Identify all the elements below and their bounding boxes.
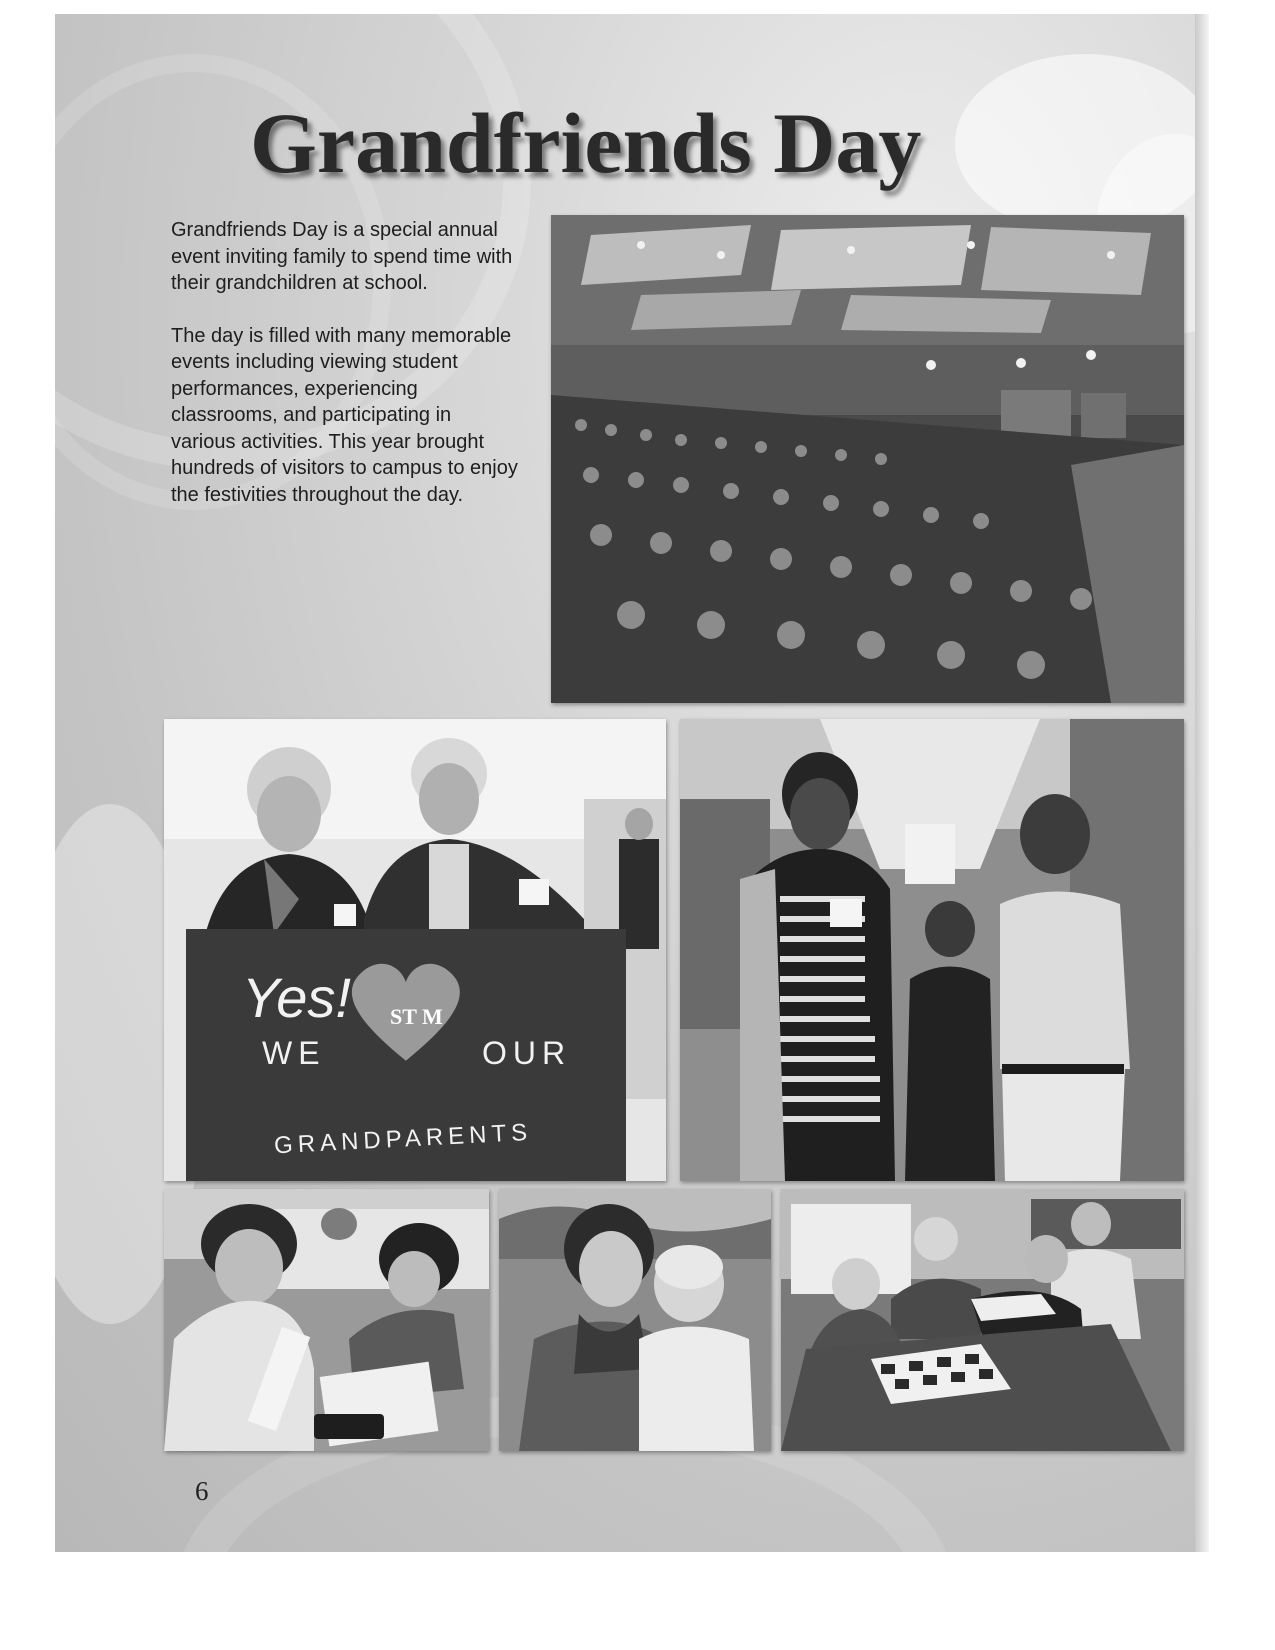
grandmother-grandsons-photo	[680, 719, 1184, 1181]
sign-script-word: Yes!	[242, 966, 351, 1029]
grandmother-toddler-photo	[499, 1189, 771, 1451]
classroom-craft-photo	[164, 1189, 489, 1451]
page-edge	[1195, 14, 1209, 1552]
intro-paragraph-1: Grandfriends Day is a special annual event inviting family to spend time with their grandchildren at school.	[171, 219, 513, 294]
sign-heart-letters: ST M	[390, 1004, 443, 1029]
grandmother-grandsons-image	[680, 719, 1184, 1181]
intro-paragraph-2: The day is filled with many memorable events including viewing student performances, experiencing classrooms, and participating in various activities. This year brought hundreds of visitors to campus to enjoy the festivities throughout the day.	[171, 324, 518, 506]
chess-game-image	[781, 1189, 1184, 1451]
grandparents-sign-image	[164, 719, 666, 1181]
auditorium-audience-photo	[551, 215, 1184, 703]
grandparents-sign-photo	[164, 719, 666, 1181]
sign-line-left: WE	[262, 1035, 326, 1071]
intro-text	[171, 217, 521, 534]
page-number: 6	[195, 1476, 209, 1506]
chess-game-photo	[781, 1189, 1184, 1451]
auditorium-image	[551, 215, 1184, 703]
sign-line-right: OUR	[482, 1035, 572, 1071]
page-title: Grandfriends Day	[250, 95, 922, 191]
classroom-craft-image	[164, 1189, 489, 1451]
grandmother-toddler-image	[499, 1189, 771, 1451]
sign-bottom-line: GRANDPARENTS	[273, 1118, 533, 1160]
